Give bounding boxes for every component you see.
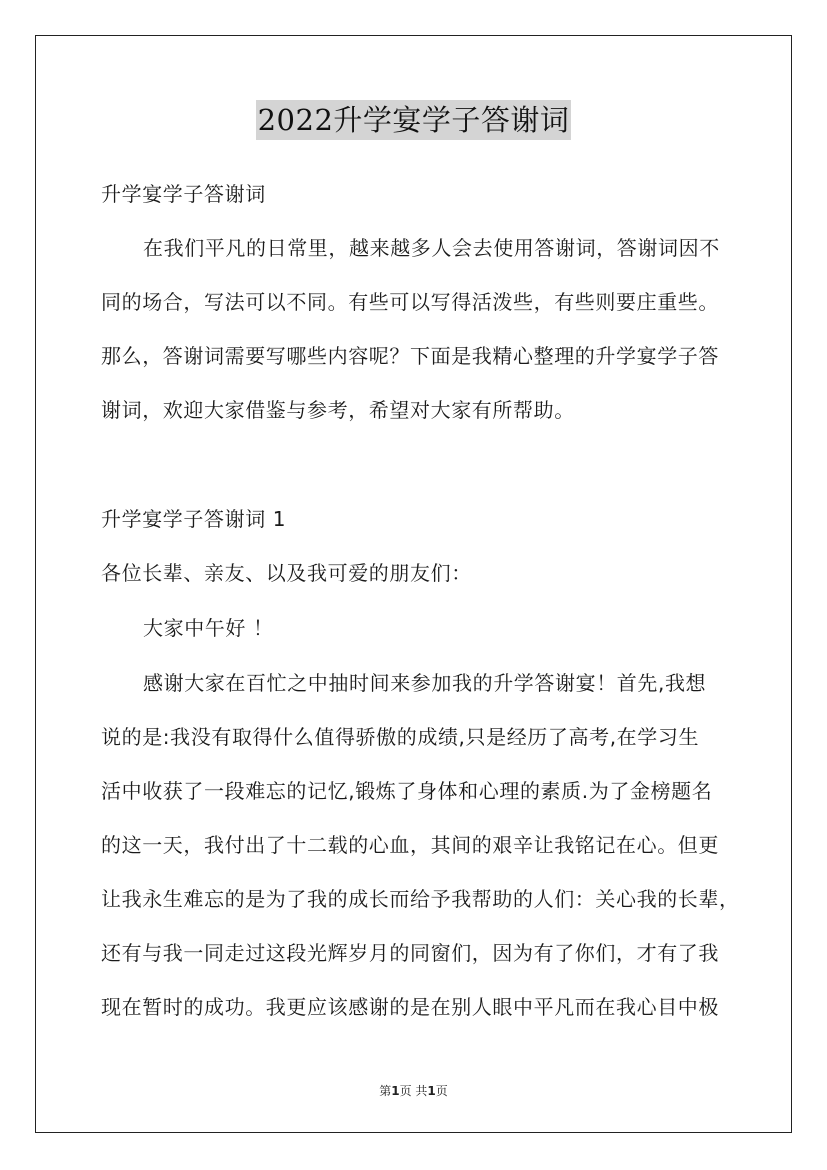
title-container (0, 100, 827, 140)
page-footer (0, 1083, 827, 1099)
paragraph-line: 现在暂时的成功。我更应该感谢的是在别人眼中平凡而在我心目中极 (101, 995, 719, 1019)
paragraph-line: 让我永生难忘的是为了我的成长而给予我帮助的人们：关心我的长辈， (101, 887, 740, 911)
paragraph-line: 的这一天，我付出了十二载的心血，其间的艰辛让我铭记在心。但更 (101, 833, 719, 857)
section-heading: 升学宴学子答谢词 1 (101, 507, 287, 531)
page-prefix: 第 (379, 1084, 392, 1098)
page-suffix: 页 (435, 1084, 448, 1098)
page-mid-text: 页 共 (399, 1084, 428, 1098)
page-total-number: 1 (427, 1084, 436, 1098)
paragraph-line: 那么，答谢词需要写哪些内容呢？下面是我精心整理的升学宴学子答 (101, 344, 719, 368)
paragraph-line: 还有与我一同走过这段光辉岁月的同窗们，因为有了你们，才有了我 (101, 941, 719, 965)
page-current-number: 1 (391, 1084, 400, 1098)
paragraph-line: 在我们平凡的日常里，越来越多人会去使用答谢词，答谢词因不 (143, 236, 720, 260)
salutation-line: 各位长辈、亲友、以及我可爱的朋友们： (101, 561, 472, 585)
section-heading: 升学宴学子答谢词 (101, 182, 266, 206)
paragraph-line: 活中收获了一段难忘的记忆,锻炼了身体和心理的素质.为了金榜题名 (101, 779, 713, 803)
greeting-line: 大家中午好 ！ (143, 616, 274, 640)
document-title: 2022升学宴学子答谢词 (256, 100, 572, 140)
paragraph-line: 同的场合，写法可以不同。有些可以写得活泼些，有些则要庄重些。 (101, 290, 719, 314)
paragraph-line: 谢词，欢迎大家借鉴与参考，希望对大家有所帮助。 (101, 398, 575, 422)
paragraph-line: 感谢大家在百忙之中抽时间来参加我的升学答谢宴！首先,我想 (143, 671, 707, 695)
paragraph-line: 说的是:我没有取得什么值得骄傲的成绩,只是经历了高考,在学习生 (101, 725, 700, 749)
